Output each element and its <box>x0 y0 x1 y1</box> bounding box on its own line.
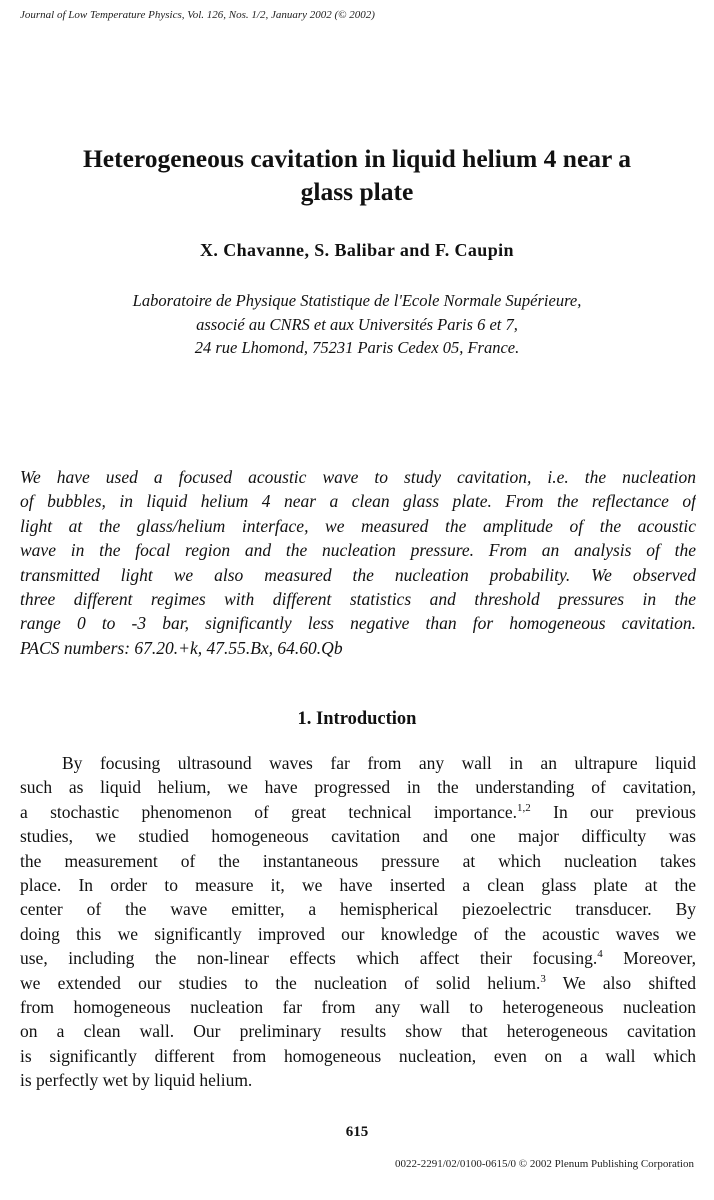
page-number: 615 <box>345 1124 369 1140</box>
affiliation-line-2: associé au CNRS et aux Universités Paris 6 et 7, <box>196 314 518 334</box>
author-list: X. Chavanne, S. Balibar and F. Caupin <box>200 240 514 260</box>
body-line-tail: We also shifted <box>545 972 696 993</box>
body-line: from homogeneous nucleation far from any wall to heterogeneous nucleation <box>20 996 696 1017</box>
body-line <box>20 946 696 970</box>
body-line: studies, we studied homogeneous cavitation and one major difficulty was <box>20 826 696 847</box>
body-line-text: a stochastic phenomenon of great technical importance. <box>20 801 518 822</box>
publisher-line: 0022-2291/02/0100-0615/0 © 2002 Plenum Publishing Corporation <box>395 1158 694 1170</box>
abstract-line: wave in the focal region and the nucleation pressure. From an analysis of the <box>20 540 696 561</box>
body-line: center of the wave emitter, a hemispherical piezoelectric transducer. By <box>20 899 696 920</box>
affiliation <box>0 289 714 360</box>
affiliation-line-1: Laboratoire de Physique Statistique de l'Ecole Normale Supérieure, <box>132 291 582 310</box>
body-line-text: we extended our studies to the nucleation of solid helium. <box>20 972 541 993</box>
running-head: Journal of Low Temperature Physics, Vol. 126, Nos. 1/2, January 2002 (© 2002) <box>20 9 375 21</box>
abstract-line: We have used a focused acoustic wave to study cavitation, i.e. the nucleation <box>20 467 696 487</box>
abstract-line: three different regimes with different statistics and threshold pressures in the <box>20 588 696 609</box>
body-line: the measurement of the instantaneous pressure at which nucleation takes <box>20 850 696 871</box>
affiliation-line-3: 24 rue Lhomond, 75231 Paris Cedex 05, France. <box>194 338 520 357</box>
introduction-body <box>20 751 696 1092</box>
body-line-tail: In our previous <box>530 801 696 822</box>
body-line-text: use, including the non-linear effects which affect their focusing. <box>20 948 598 969</box>
body-line-tail: Moreover, <box>602 948 696 969</box>
citation-superscript: 3 <box>540 972 546 985</box>
body-line: place. In order to measure it, we have inserted a clean glass plate at the <box>20 874 696 895</box>
citation-superscript: 1,2 <box>517 801 531 814</box>
body-line <box>20 800 696 824</box>
paper-title <box>10 142 704 208</box>
title-line-1: Heterogeneous cavitation in liquid helium 4 near a <box>82 144 632 173</box>
body-line: is significantly different from homogeneous nucleation, even on a wall which <box>20 1045 696 1066</box>
pacs-numbers: PACS numbers: 67.20.+k, 47.55.Bx, 64.60.Qb <box>20 637 343 658</box>
body-line <box>20 971 696 995</box>
body-line: such as liquid helium, we have progressed in the understanding of cavitation, <box>20 777 696 798</box>
body-line: By focusing ultrasound waves far from any wall in an ultrapure liquid <box>62 753 696 773</box>
section-heading: 1. Introduction <box>297 709 417 729</box>
citation-superscript: 4 <box>597 948 603 961</box>
body-line: is perfectly wet by liquid helium. <box>20 1070 253 1091</box>
body-line: doing this we significantly improved our knowledge of the acoustic waves we <box>20 923 696 944</box>
abstract-line: transmitted light we also measured the nucleation probability. We observed <box>20 564 696 585</box>
body-line: on a clean wall. Our preliminary results show that heterogeneous cavitation <box>20 1021 696 1042</box>
abstract-line: of bubbles, in liquid helium 4 near a clean glass plate. From the reflectance of <box>20 491 696 512</box>
title-line-2: glass plate <box>300 177 414 206</box>
abstract-line: light at the glass/helium interface, we measured the amplitude of the acoustic <box>20 515 696 536</box>
abstract <box>20 465 696 660</box>
abstract-line: range 0 to -3 bar, significantly less negative than for homogeneous cavitation. <box>20 613 696 634</box>
